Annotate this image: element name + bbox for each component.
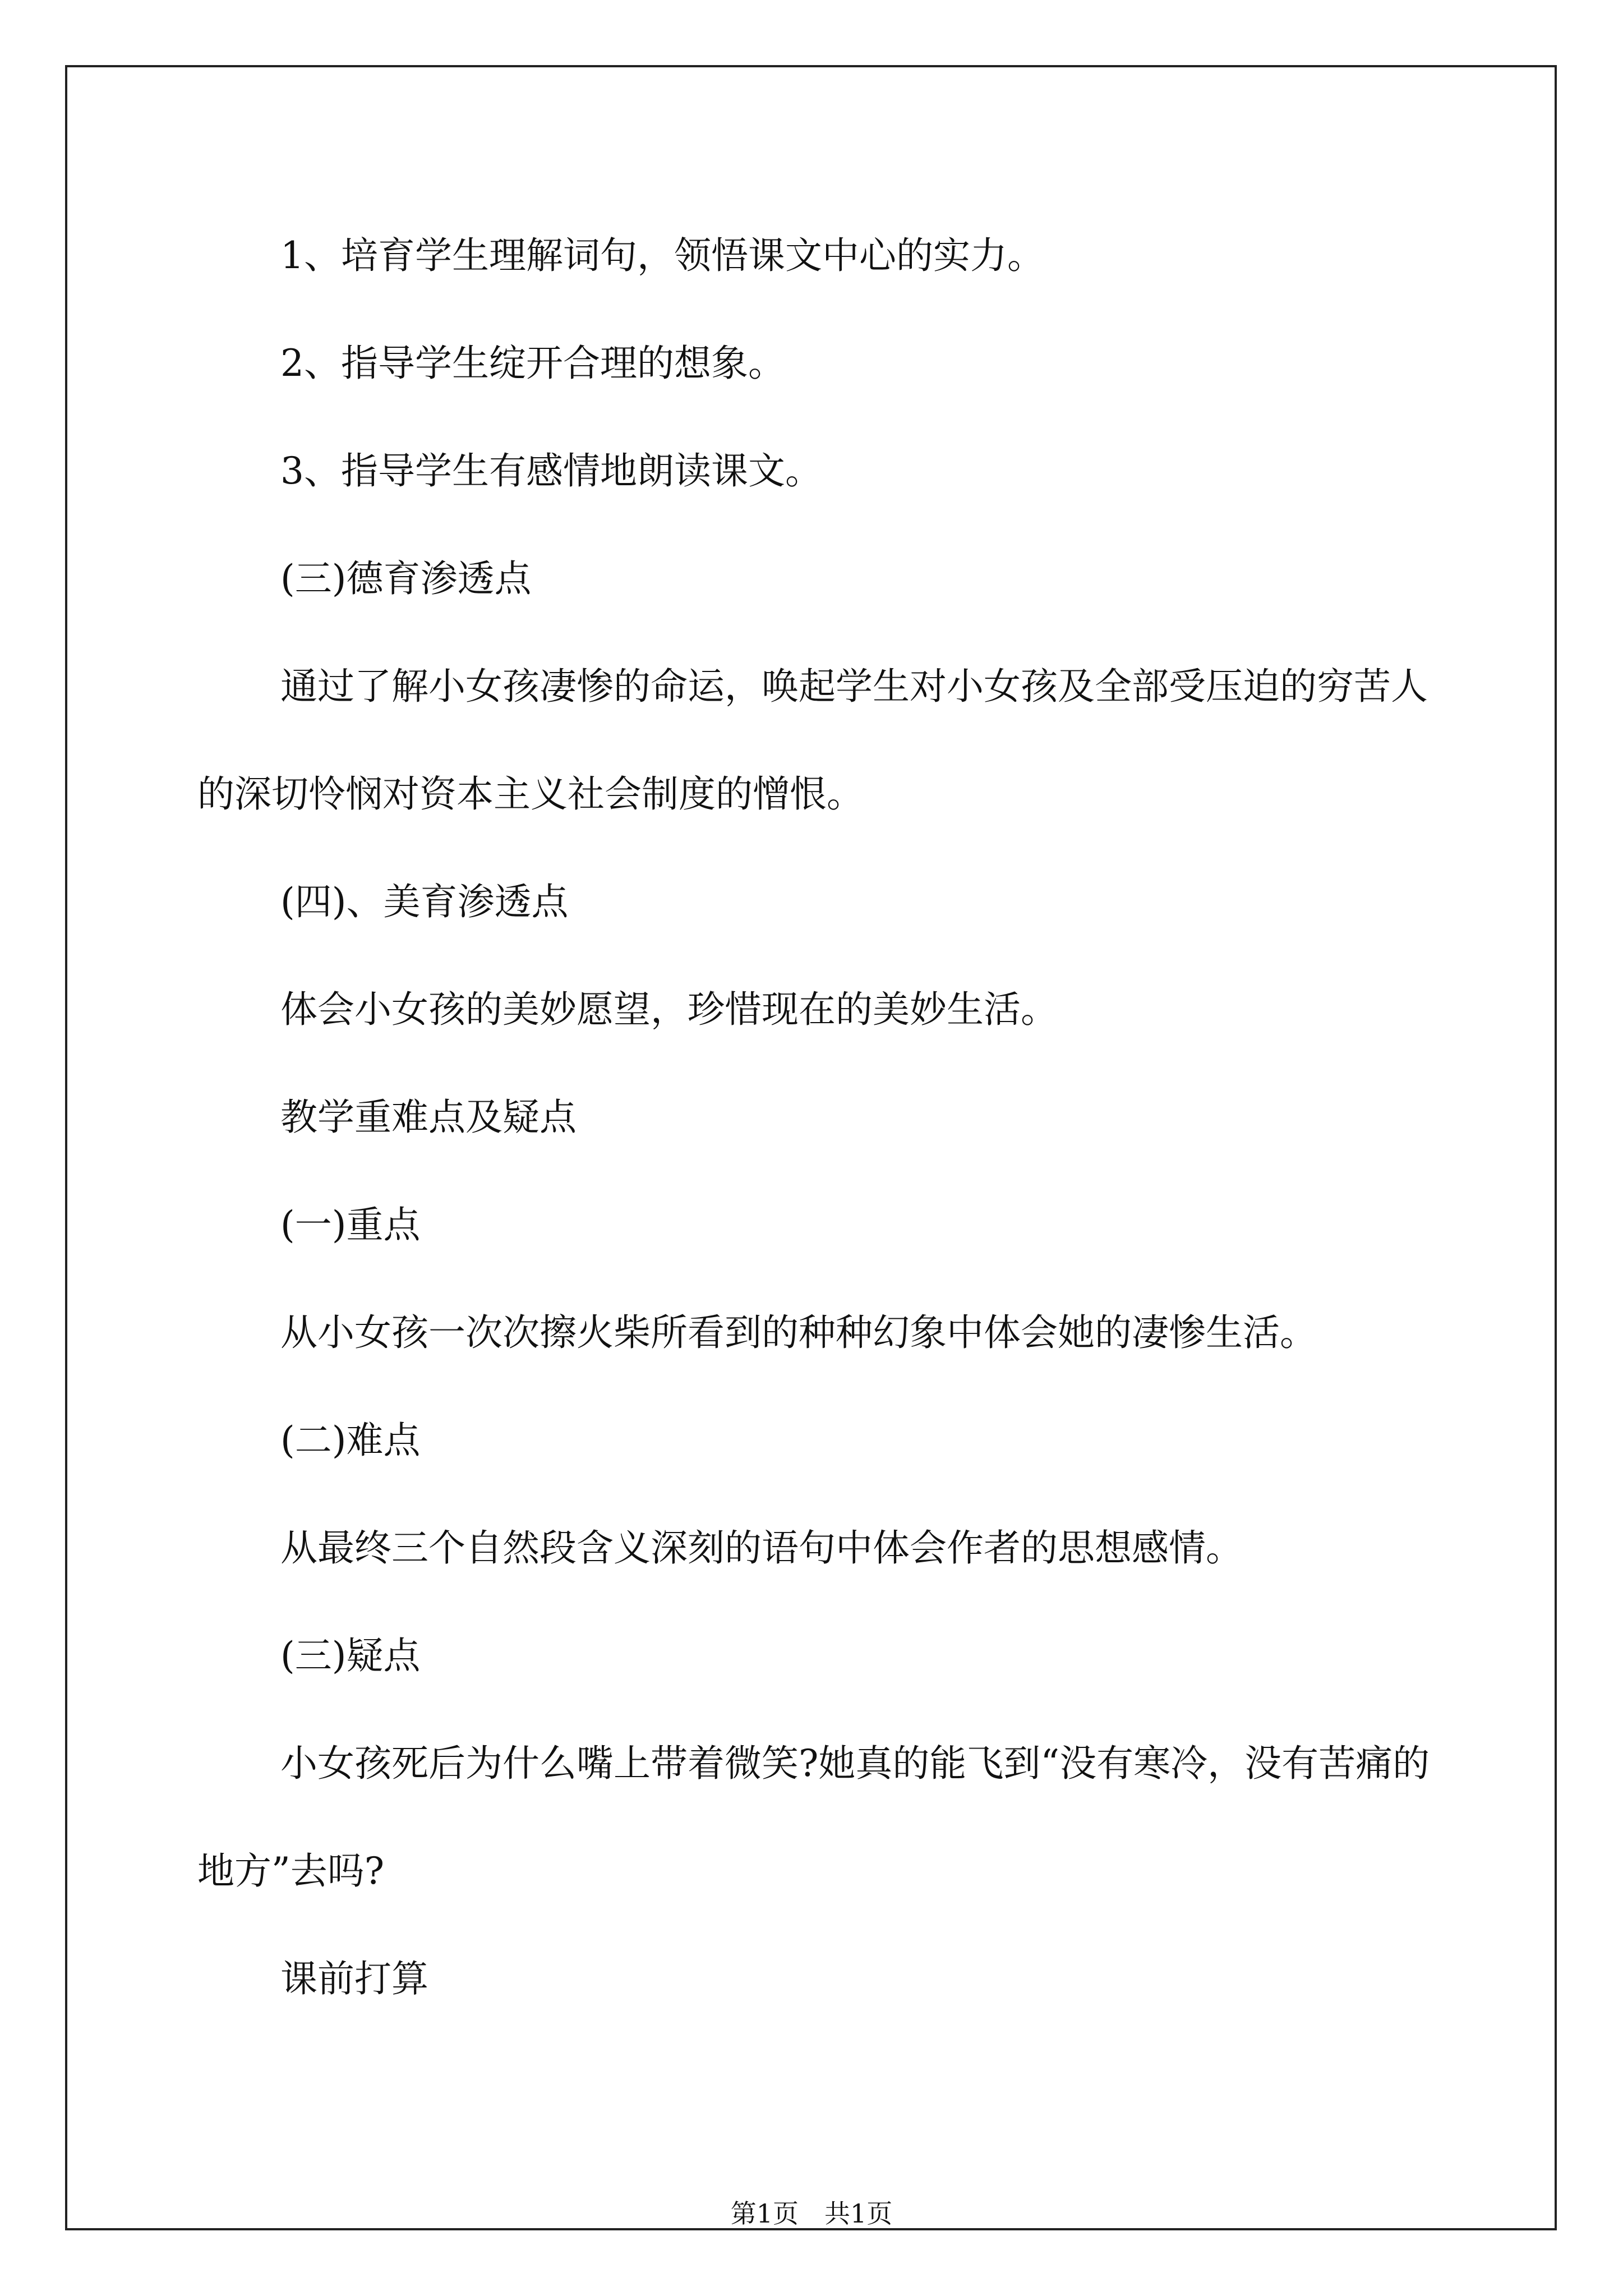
heading-moral-education: (三)德育渗透点	[280, 557, 532, 600]
heading-focus: (一)重点	[280, 1203, 421, 1246]
document-body	[197, 202, 1437, 2033]
paragraph-doubt-text: 小女孩死后为什么嘴上带着微笑?她真的能飞到“没有寒冷，没有苦痛的地方”去吗?	[197, 1742, 1430, 1893]
page-number-footer: 第1页 共1页	[730, 2198, 893, 2229]
heading-preparation: 课前打算	[280, 1957, 428, 2000]
paragraph-moral-education-text: 通过了解小女孩凄惨的命运，唤起学生对小女孩及全部受压迫的穷苦人的深切怜悯对资本主义社会制度的憎恨。	[197, 665, 1428, 816]
heading-key-points: 教学重难点及疑点	[280, 1096, 577, 1139]
paragraph-moral-education	[114, 633, 1437, 848]
paragraph-goal-3: 3、指导学生有感情地朗读课文。	[280, 449, 822, 493]
paragraph-goal-2: 2、指导学生绽开合理的想象。	[280, 342, 785, 385]
heading-difficulty: (二)难点	[280, 1419, 421, 1462]
heading-doubt: (三)疑点	[280, 1634, 421, 1677]
paragraph-goal-1: 1、培育学生理解词句，领悟课文中心的实力。	[280, 234, 1044, 277]
paragraph-aesthetic-education: 体会小女孩的美妙愿望，珍惜现在的美妙生活。	[280, 988, 1058, 1031]
paragraph-difficulty: 从最终三个自然段含义深刻的语句中体会作者的思想感情。	[280, 1526, 1243, 1570]
heading-aesthetic-education: (四)、美育渗透点	[280, 880, 569, 923]
paragraph-doubt	[114, 1710, 1437, 1925]
paragraph-focus: 从小女孩一次次擦火柴所看到的种种幻象中体会她的凄惨生活。	[280, 1311, 1317, 1354]
